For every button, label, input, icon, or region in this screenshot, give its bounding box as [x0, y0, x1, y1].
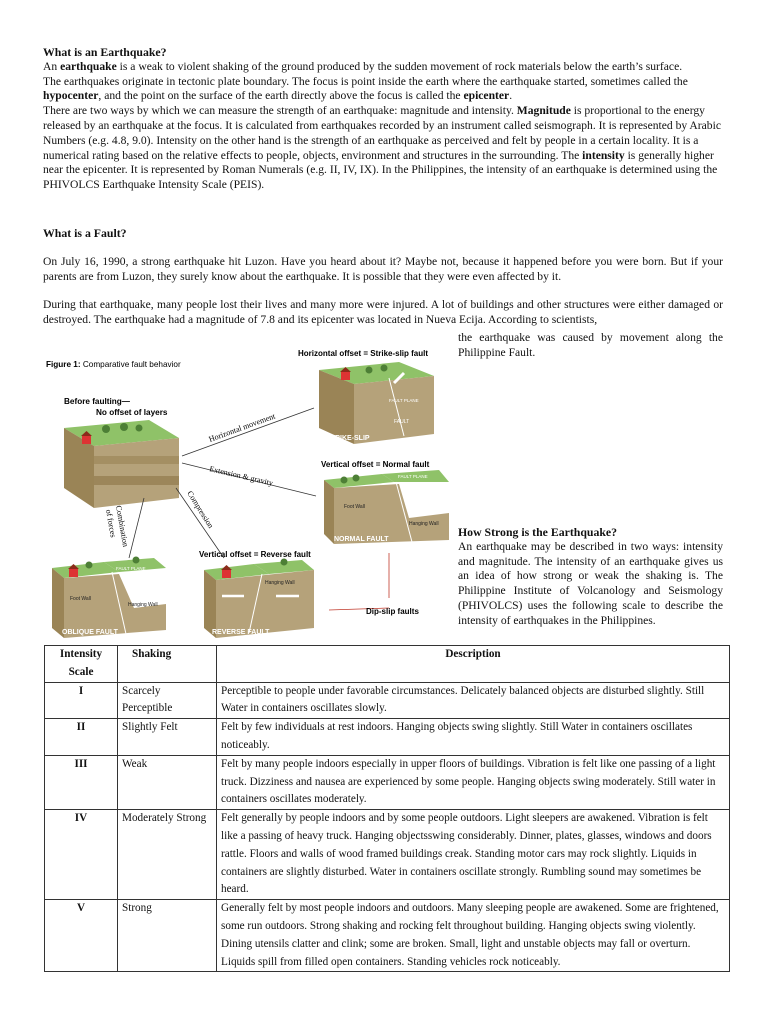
strength-paragraph: An earthquake may be described in two ways: intensity and magnitude. The intensity of an earthquake gives us an idea of how strong or weak the shaking is. The Philippine Institute of Volcanology and Seismology (PHIVOLCS) uses the following scale to describe the intensity of earthquakes in the Philippines.: [458, 539, 723, 627]
label-strike-slip: STRIKE-SLIP: [326, 435, 370, 442]
label-normal-fault: NORMAL FAULT: [334, 536, 389, 543]
cell-scale: IV: [45, 810, 118, 900]
cell-description: Felt by few individuals at rest indoors. Hanging objects swing slightly. Still Water in containers oscillates noticeably.: [217, 719, 730, 756]
section-earthquake: [43, 45, 723, 193]
philippine-fault-text: the earthquake was caused by movement along the Philippine Fault.: [458, 331, 723, 359]
label-compression: Compression: [185, 489, 216, 530]
casualties-paragraph: During that earthquake, many people lost their lives and many more were injured. A lot of buildings and other structures were either damaged or destroyed. The earthquake had a magnitude of 7.8 and its epicenter was located in Nueva Ecija. According to scientists,: [43, 298, 723, 327]
header-intensity-scale: Intensity Scale: [45, 646, 118, 683]
label-of-forces: of forces: [104, 508, 118, 539]
block-strike-slip: [298, 349, 434, 444]
label-combination: Combination: [114, 504, 131, 548]
label-reverse-fault: REVERSE FAULT: [212, 629, 270, 636]
cell-shaking: Strong: [118, 900, 217, 972]
cell-shaking: Weak: [118, 755, 217, 809]
cell-description: Generally felt by most people indoors and outdoors. Many sleeping people are awakened. Some are frightened, some run outdoors. Strong shaking and rocking felt throughout building. Hanging objects swing violently. Dining utensils clatter and clink; some are broken. Small, light and unstable objects may fall or overturn. Liquids spill from filled open containers. Standing vehicles rock noticeably.: [217, 900, 730, 972]
table-header-row: [45, 646, 730, 683]
label-hanging-wall: Hanging Wall: [265, 580, 295, 586]
label-hanging-wall: Hanging Wall: [128, 602, 158, 608]
table-row: [45, 719, 730, 756]
term-earthquake: earthquake: [60, 59, 117, 73]
arrow-horizontal: [182, 408, 314, 456]
label-dip-slip-faults: Dip-slip faults: [366, 607, 419, 616]
label-fault-plane: FAULT PLANE: [116, 566, 146, 571]
label-vertical-offset-normal: Vertical offset = Normal fault: [321, 460, 430, 469]
label-no-offset: No offset of layers: [96, 408, 168, 417]
table-row: [45, 755, 730, 809]
header-description: Description: [217, 646, 730, 683]
label-extension-gravity: Extension & gravity: [208, 464, 274, 488]
arrow-combination: [129, 498, 144, 558]
label-horizontal-movement: Horizontal movement: [207, 411, 277, 444]
cell-scale: III: [45, 755, 118, 809]
luzon-paragraph: On July 16, 1990, a strong earthquake hit Luzon. Have you heard about it? Maybe not, because it happened before you were born. But if your parents are from Luzon, they surely know about the earthquake. It is possible that they were even affected by it.: [43, 254, 723, 283]
header-shaking: Shaking: [118, 646, 217, 683]
fault-figure: [44, 348, 454, 644]
text: There are two ways by which we can measure the strength of an earthquake: magnitude and intensity.: [43, 104, 517, 118]
label-foot-wall: Foot Wall: [70, 596, 91, 602]
term-magnitude: Magnitude: [516, 104, 571, 118]
cell-scale: I: [45, 682, 118, 719]
label-fault-plane: FAULT PLANE: [398, 474, 428, 479]
cell-description: Perceptible to people under favorable circumstances. Delicately balanced objects are disturbed slightly. Still Water in containers oscillates slowly.: [217, 682, 730, 719]
arrow-compression: [176, 488, 224, 558]
intensity-table: [44, 645, 730, 972]
label-foot-wall: Foot Wall: [344, 504, 365, 510]
earthquake-definition: [43, 60, 723, 75]
text: is proportional to the energy released by an earthquake at the focus. It is calculated from earthquakes recorded by an instrument called seismograph. It is represented by Arabic Numbers (e.g. 4.8, 9.0). Intensity on the other hand is the strength of an earthquake as perceived and felt by people in a certain locality. It is a numerical rating based on the relative effects to people, objects, environment and structures in the surrounding. The: [43, 104, 721, 162]
section-strength: [458, 525, 723, 629]
label-horizontal-offset: Horizontal offset = Strike-slip fault: [298, 349, 429, 358]
text: is generally higher near the epicenter. It is represented by Roman Numerals (e.g. II, IV, IX). In the Philippines, the intensity of an earthquake is determined using the PHIVOLCS Earthquake Intensity Scale (PEIS).: [43, 148, 718, 192]
cell-scale: V: [45, 900, 118, 972]
text: An: [43, 59, 61, 73]
label-hanging-wall: Hanging Wall: [409, 521, 439, 527]
figure-caption: Figure 1: Comparative fault behavior: [46, 360, 181, 369]
text: .: [509, 89, 513, 103]
section-fault: [43, 226, 723, 328]
block-oblique-fault: [52, 557, 166, 639]
label-vertical-offset-reverse: Vertical offset = Reverse fault: [199, 550, 311, 559]
heading-strength: How Strong is the Earthquake?: [458, 525, 618, 539]
cell-scale: II: [45, 719, 118, 756]
term-epicenter: epicenter: [463, 89, 510, 103]
label-before-faulting: Before faulting—: [64, 397, 130, 406]
text: , and the point on the surface of the earth directly above the focus is called the: [98, 89, 464, 103]
table-row: [45, 682, 730, 719]
cell-shaking: Slightly Felt: [118, 719, 217, 756]
heading-earthquake: What is an Earthquake?: [43, 45, 167, 59]
label-fault: FAULT: [394, 419, 410, 425]
block-normal-fault: [321, 460, 449, 544]
label-oblique-fault: OBLIQUE FAULT: [62, 629, 118, 636]
cell-description: Felt by many people indoors especially in upper floors of buildings. Vibration is felt like one passing of a light truck. Dizziness and nausea are experienced by some people. Hanging objects swing moderately. Still water in containers oscillates moderately.: [217, 755, 730, 809]
focus-paragraph: [43, 75, 723, 105]
table-row: [45, 900, 730, 972]
cell-description: Felt generally by people indoors and by some people outdoors. Light sleepers are awakened. Vibration is felt like a passing of heavy truck. Hanging objectsswing considerably. Dinner, plates, glasses, windows and doors rattle. Floors and walls of wood framed buildings creak. Standing motor cars may rock slightly. Liquids in containers are slightly disturbed. Water in containers oscillate strongly. Rumbling sound may sometimes be heard.: [217, 810, 730, 900]
cell-shaking: Moderately Strong: [118, 810, 217, 900]
heading-fault: What is a Fault?: [43, 226, 127, 240]
cell-shaking: Scarcely Perceptible: [118, 682, 217, 719]
text: is a weak to violent shaking of the ground produced by the sudden movement of rock materials below the earth’s surface.: [116, 59, 683, 73]
term-intensity: intensity: [582, 148, 625, 162]
magnitude-paragraph: [43, 104, 723, 193]
label-fault-plane: FAULT PLANE: [389, 398, 419, 403]
block-reverse-fault: [199, 550, 314, 638]
text: The earthquakes originate in tectonic plate boundary. The focus is point inside the earth where the earthquake started, sometimes called the: [43, 74, 688, 88]
term-hypocenter: hypocenter: [43, 89, 99, 103]
block-before: [64, 397, 179, 508]
table-row: [45, 810, 730, 900]
